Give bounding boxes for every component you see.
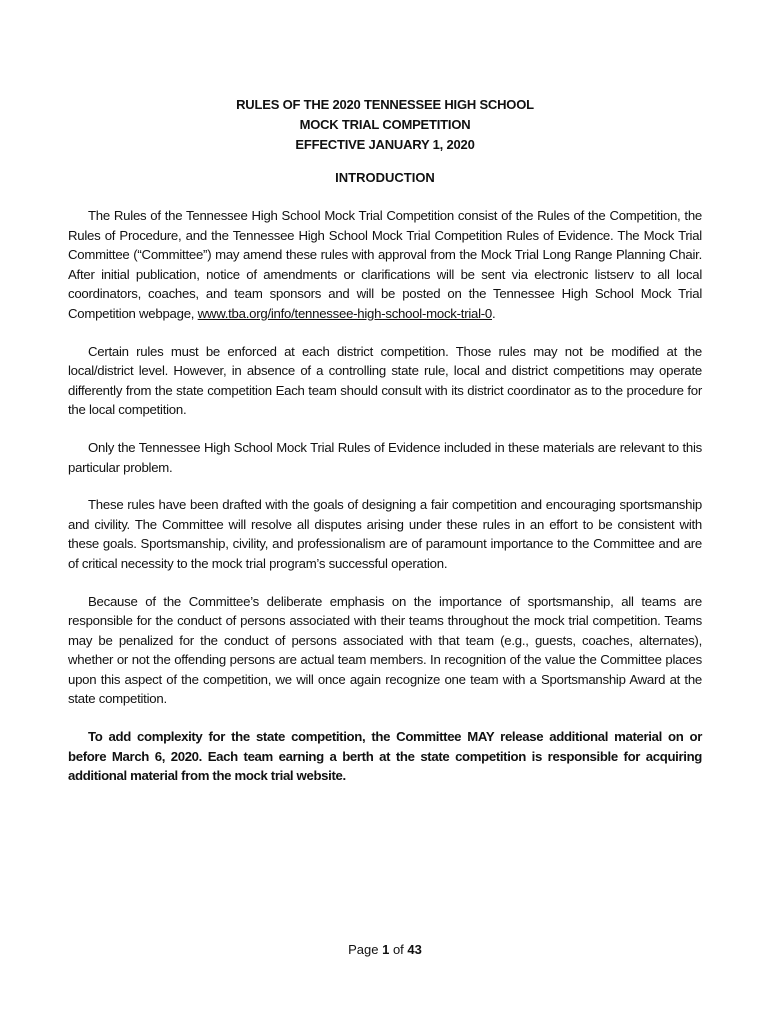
paragraph-1 <box>68 206 702 324</box>
page-number: 1 <box>382 942 390 957</box>
title-line-2: MOCK TRIAL COMPETITION <box>299 117 471 132</box>
title-line-1: RULES OF THE 2020 TENNESSEE HIGH SCHOOL <box>236 97 534 112</box>
document-title <box>68 95 702 155</box>
paragraph-5: Because of the Committee’s deliberate emphasis on the importance of sportsmanship, all teams are responsible for the conduct of persons associated with their teams throughout the mock trial competition. Teams may be penalized for the conduct of persons associated with that team (e.g., guests, coaches, alternates), whether or not the offending persons are actual team members. In recognition of the value the Committee places upon this aspect of the competition, we will once again recognize one team with a Sportsmanship Award at the state competition. <box>68 593 702 707</box>
paragraph-1-text: The Rules of the Tennessee High School Mock Trial Competition consist of the Rules of the Competition, the Rules of Procedure, and the Tennessee High School Mock Trial Competition Rules of Evidence. The Mock Trial Committee (“Committee”) may amend these rules with approval from the Mock Trial Long Range Planning Chair. After initial publication, notice of amendments or clarifications will be sent via electronic listserv to all local coordinators, coaches, and team sponsors and will be posted on the Tennessee High School Mock Trial Competition webpage, <box>68 208 702 321</box>
paragraph-1-end: . <box>492 305 496 321</box>
document-page <box>68 0 702 1024</box>
paragraph-4: These rules have been drafted with the goals of designing a fair competition and encouraging sportsmanship and civility. The Committee will resolve all disputes arising under these rules in an effort to be consistent with these goals. Sportsmanship, civility, and professionalism are of paramount importance to the Committee and are of critical necessity to the mock trial program’s successful operation. <box>68 497 702 571</box>
title-line-3: EFFECTIVE JANUARY 1, 2020 <box>295 137 475 152</box>
page-footer <box>68 942 702 957</box>
paragraph-3: Only the Tennessee High School Mock Trial Rules of Evidence included in these materials are relevant to this particular problem. <box>68 439 702 475</box>
of-label: of <box>392 942 404 957</box>
total-pages: 43 <box>407 942 422 957</box>
page-label: Page <box>348 942 379 957</box>
document-body <box>68 206 702 804</box>
paragraph-6: To add complexity for the state competition, the Committee MAY release additional material on or before March 6, 2020. Each team earning a berth at the state competition is responsible for acquiring additional material from the mock trial website. <box>68 729 702 784</box>
introduction-heading: INTRODUCTION <box>335 170 435 185</box>
competition-webpage-link[interactable]: www.tba.org/info/tennessee-high-school-mock-trial-0 <box>197 305 493 321</box>
paragraph-2: Certain rules must be enforced at each district competition. Those rules may not be modified at the local/district level. However, in absence of a controlling state rule, local and district competitions may operate differently from the state competition Each team should consult with its district coordinator as to the procedure for the local competition. <box>68 343 702 418</box>
